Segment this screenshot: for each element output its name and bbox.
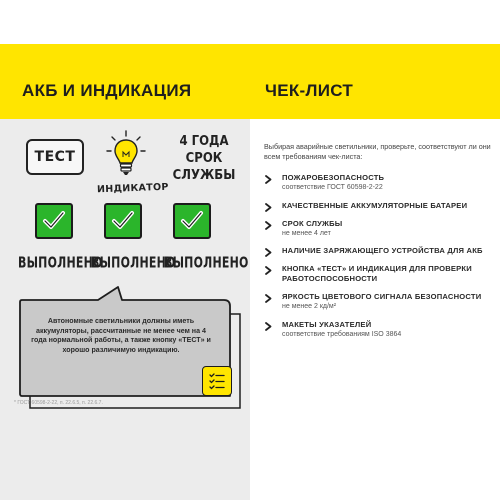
checklist-item-title: НАЛИЧИЕ ЗАРЯЖАЮЩЕГО УСТРОЙСТВА ДЛЯ АКБ <box>282 246 483 255</box>
checklist-item-detail: не менее 2 кд/м² <box>282 303 337 310</box>
done-label: ВЫПОЛНЕНО <box>164 254 249 272</box>
service-life-line-1: 4 ГОДА <box>179 134 229 149</box>
section-title-checklist: ЧЕК-ЛИСТ <box>265 81 354 100</box>
checklist-item-title: КАЧЕСТВЕННЫЕ АККУМУЛЯТОРНЫЕ БАТАРЕИ <box>282 200 468 210</box>
checklist-item-detail: соответствие ГОСТ 60598-2-22 <box>282 184 383 191</box>
done-label: ВЫПОЛНЕНО <box>91 254 176 272</box>
checklist-panel <box>250 119 500 500</box>
chevron-right-icon <box>264 294 273 303</box>
footnote: * ГОСТ 60598-2-22, п. 22.6.5, п. 22.6.7. <box>14 400 103 406</box>
checklist-item-title: ПОЖАРОБЕЗОПАСНОСТЬ <box>282 173 385 182</box>
checklist-item <box>264 264 496 284</box>
checklist-item <box>264 173 496 193</box>
chevron-right-icon <box>264 175 273 184</box>
checkmark-icon <box>173 203 211 239</box>
checklist-item <box>264 219 496 239</box>
chevron-right-icon <box>264 203 273 212</box>
test-button-sketch <box>26 139 84 175</box>
service-life-label <box>165 133 243 184</box>
indicator-label: ИНДИКАТОР <box>96 181 169 196</box>
lightbulb-icon <box>106 129 146 181</box>
checklist-item-detail: соответствие требованиям ISO 3864 <box>282 330 402 338</box>
section-title-battery: АКБ И ИНДИКАЦИЯ <box>22 81 192 100</box>
chevron-right-icon <box>264 266 273 275</box>
checklist-item <box>264 201 496 211</box>
checklist-item <box>264 320 496 340</box>
chevron-right-icon <box>264 221 273 230</box>
service-life-line-2: СРОК <box>185 151 223 166</box>
checklist-item <box>264 246 496 256</box>
done-label: ВЫПОЛНЕНО <box>18 254 103 272</box>
checklist-item-detail: не менее 4 лет <box>282 229 331 237</box>
checklist-item-title: ЯРКОСТЬ ЦВЕТОВОГО СИГНАЛА БЕЗОПАСНОСТИ <box>282 292 482 301</box>
service-life-line-3: СЛУЖБЫ <box>172 168 236 183</box>
battery-panel <box>0 119 250 500</box>
battery-note: Автономные светильники должны иметь аккумуляторы, рассчитанные не менее чем на 4 года нормальной работы, а также кнопку «ТЕСТ» и хорошо различимую индикацию. <box>31 317 211 354</box>
test-label: ТЕСТ <box>34 149 76 165</box>
checkmark-icon <box>104 203 142 239</box>
chevron-right-icon <box>264 322 273 331</box>
checklist-item-title: СРОК СЛУЖБЫ <box>282 218 343 228</box>
checklist-document-icon <box>202 366 232 396</box>
checkmark-icon <box>35 203 73 239</box>
chevron-right-icon <box>264 248 273 257</box>
checklist-intro: Выбирая аварийные светильники, проверьте, соответствуют ли они всем требованиям чек-листа: <box>264 142 491 161</box>
checklist <box>264 173 496 347</box>
checklist-item <box>264 292 496 312</box>
checklist-item-title: КНОПКА «ТЕСТ» И ИНДИКАЦИЯ ДЛЯ ПРОВЕРКИ РАБОТОСПОСОБНОСТИ <box>282 264 472 283</box>
checklist-item-title: МАКЕТЫ УКАЗАТЕЛЕЙ <box>282 319 372 329</box>
